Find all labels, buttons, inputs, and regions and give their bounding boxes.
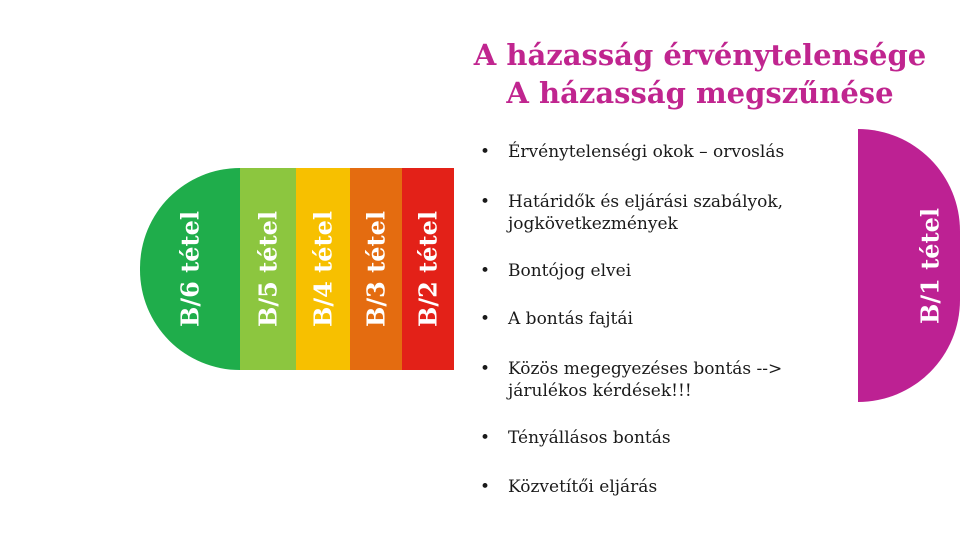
bullet-dot: • — [480, 477, 491, 497]
bullet-text: Közvetítői eljárás — [508, 477, 658, 497]
bullet-text: Közös megegyezéses bontás --> járulékos kérdések!!! — [508, 359, 783, 401]
tab-b2 — [402, 168, 454, 370]
bullet-text: Érvénytelenségi okok – orvoslás — [508, 142, 785, 162]
bullet-item — [480, 308, 850, 330]
title-line-1: A házasság érvénytelensége — [473, 38, 927, 72]
bullet-item — [480, 260, 850, 282]
bullet-text: A bontás fajtái — [508, 309, 633, 329]
tab-b4-label: B/4 tétel — [308, 211, 338, 327]
bullet-dot: • — [480, 359, 491, 379]
tab-b2-label: B/2 tétel — [413, 211, 443, 327]
bullet-text: Tényállásos bontás — [508, 428, 671, 448]
bullet-dot: • — [480, 142, 491, 162]
tab-b5 — [240, 168, 296, 370]
bullet-text: Határidők és eljárási szabályok, jogkövetkezmények — [508, 192, 784, 234]
tab-b6 — [140, 168, 240, 370]
bullet-dot: • — [480, 309, 491, 329]
bullet-item — [480, 141, 850, 163]
bullet-item — [480, 358, 850, 402]
bullet-item — [480, 476, 850, 498]
bullet-text: Bontójog elvei — [508, 261, 632, 281]
tab-b3-label: B/3 tétel — [361, 211, 391, 327]
bullet-dot: • — [480, 192, 491, 212]
slide-title — [440, 36, 960, 112]
bullet-dot: • — [480, 428, 491, 448]
tab-b5-label: B/5 tétel — [253, 211, 283, 327]
bullet-dot: • — [480, 261, 491, 281]
bullet-item — [480, 427, 850, 449]
tab-b3 — [350, 168, 402, 370]
bullet-item — [480, 191, 850, 235]
tab-b1 — [858, 129, 960, 402]
tab-b6-label: B/6 tétel — [175, 211, 205, 327]
tab-b4 — [296, 168, 350, 370]
title-line-2: A házasság megszűnése — [506, 76, 894, 110]
tab-b1-label: B/1 tétel — [915, 207, 945, 324]
